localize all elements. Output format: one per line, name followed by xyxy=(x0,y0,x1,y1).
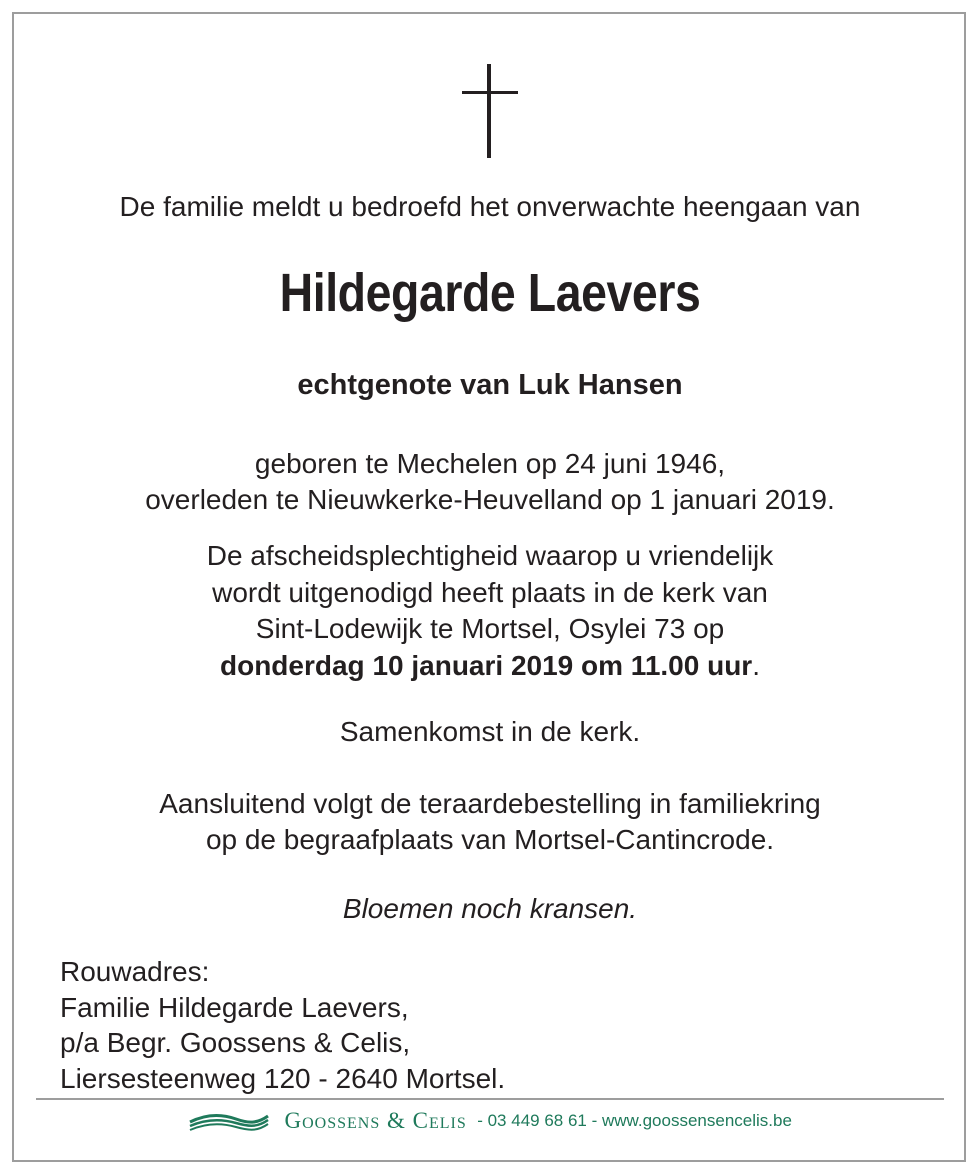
ceremony-line: wordt uitgenodigd heeft plaats in de kerk van xyxy=(212,576,768,608)
spouse-line: echtgenote van Luk Hansen xyxy=(297,369,683,401)
cross-horizontal-bar xyxy=(462,91,518,94)
intro-text: De familie meldt u bedroefd het onverwachte heengaan van xyxy=(119,191,861,222)
ceremony-date-suffix: . xyxy=(752,649,760,681)
burial-line: Aansluitend volgt de teraardebestelling in familiekring xyxy=(159,788,821,819)
burial-line: op de begraafplaats van Mortsel-Cantincrode. xyxy=(205,824,775,855)
wave-logo-icon xyxy=(188,1110,270,1132)
funeral-home-footer xyxy=(0,1108,980,1138)
ceremony-line: De afscheidsplechtigheid waarop u vriendelijk xyxy=(206,540,774,571)
burial-info xyxy=(0,786,980,858)
death-line: overleden te Nieuwkerke-Heuvelland op 1 januari 2019. xyxy=(145,484,835,515)
gathering-text: Samenkomst in de kerk. xyxy=(339,716,641,747)
ceremony-info xyxy=(0,538,980,684)
cross-icon xyxy=(460,64,520,158)
cross-vertical-bar xyxy=(487,64,491,158)
ceremony-date-line xyxy=(0,648,980,685)
address-line: Familie Hildegarde Laevers, xyxy=(60,991,409,1023)
address-line: Liersesteenweg 120 - 2640 Mortsel. xyxy=(60,1062,506,1094)
ceremony-line: Sint-Lodewijk te Mortsel, Osylei 73 op xyxy=(255,613,725,644)
birth-line: geboren te Mechelen op 24 juni 1946, xyxy=(254,448,726,479)
ceremony-date: donderdag 10 januari 2019 om 11.00 uur xyxy=(220,649,753,681)
funeral-home-name: Goossens & Celis xyxy=(284,1108,467,1133)
deceased-name: Hildegarde Laevers xyxy=(279,263,701,323)
mourning-address xyxy=(60,954,505,1096)
flowers-note: Bloemen noch kransen. xyxy=(342,893,638,924)
funeral-home-contact: - 03 449 68 61 - www.goossensencelis.be xyxy=(477,1111,792,1130)
footer-divider xyxy=(36,1098,944,1100)
life-dates xyxy=(0,446,980,518)
address-line: p/a Begr. Goossens & Celis, xyxy=(60,1027,411,1058)
address-label: Rouwadres: xyxy=(60,956,210,987)
